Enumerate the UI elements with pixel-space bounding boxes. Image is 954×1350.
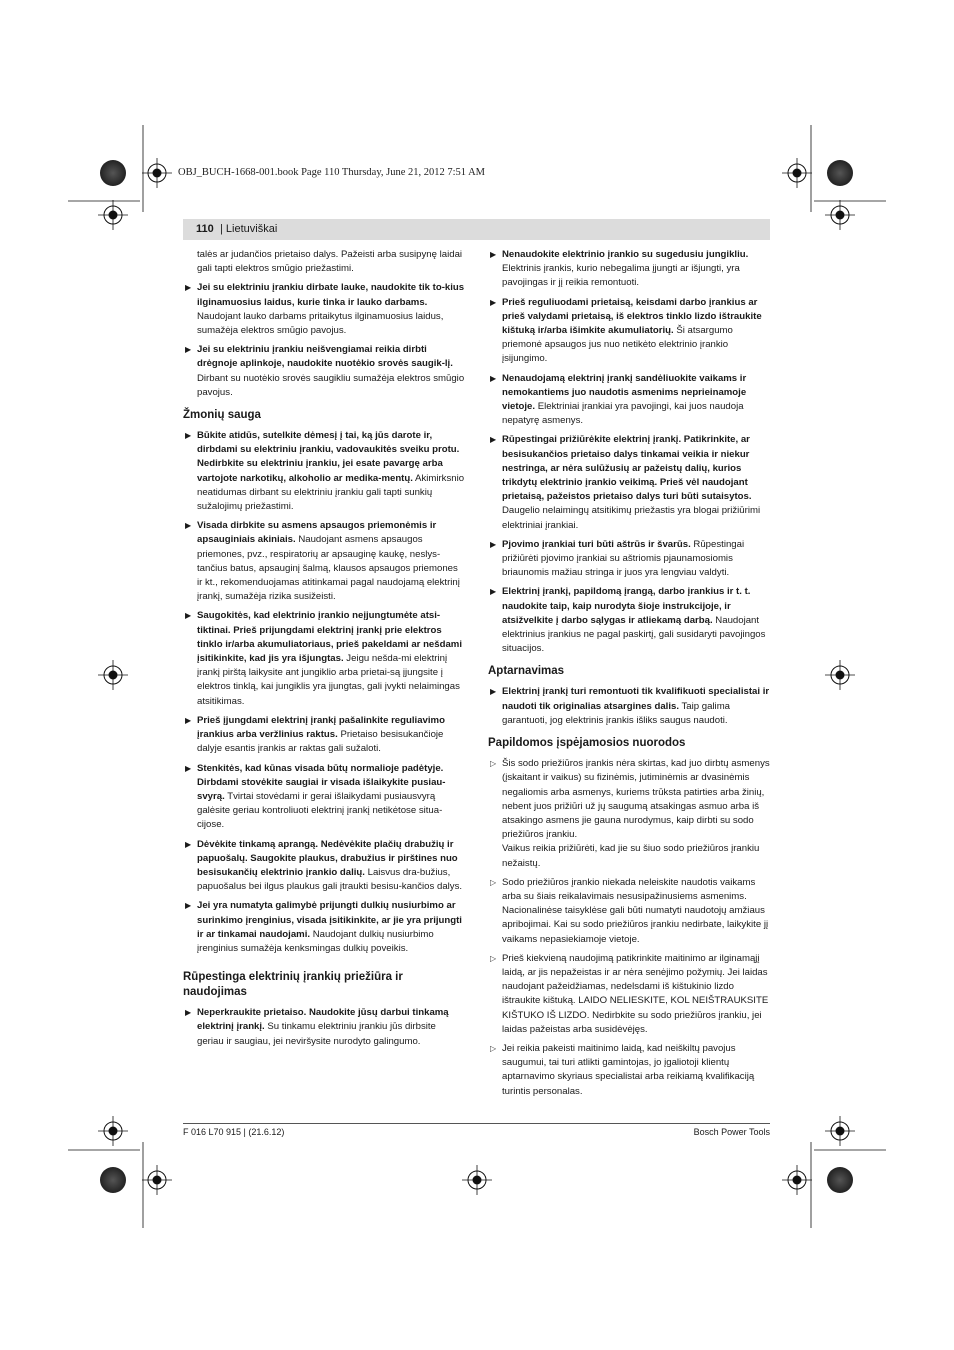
bullet-arrow-icon: ▶ [490, 587, 497, 597]
bullet-arrow-icon: ▶ [185, 839, 192, 849]
bullet-arrow-icon: ▶ [185, 1008, 192, 1018]
header-language: | Lietuviškai [220, 223, 278, 235]
bullet-arrow-icon: ▶ [185, 611, 192, 621]
bullet-arrow-icon: ▶ [185, 901, 192, 911]
bullet-arrow-outline-icon: ▷ [490, 759, 497, 769]
list-item: ▷ Sodo priežiūros įrankio niekada neleiskite naudotis vaikams arba su šiais reikalavimais nesusipažinusiems asmenims. Nacionalinėse taisyklėse gali būti numatyti naudotojų amžiaus apribojimai. Kai su sodo priežiūros įrankiu nedirbate, laikykite jį vaikams nepasiekiamoje vietoje. [490, 876, 769, 945]
list-item: ▶ Prieš įjungdami elektrinį įrankį pašalinkite reguliavimo įrankius arba veržlinius raktus. Prietaiso besisukančioje dalyje esantis įrankis ar raktas gali sužaloti. [185, 714, 445, 755]
bullet-arrow-outline-icon: ▷ [490, 877, 497, 887]
list-item: ▶ Jei su elektriniu įrankiu neišvengiamai reikia dirbti drėgnoje aplinkoje, naudokite nuotėkio srovės saugik-lį. Dirbant su nuotėkio srovės saugikliu sumažėja elektros smūgio pavojus. [185, 344, 465, 398]
bullet-arrow-icon: ▶ [185, 345, 192, 355]
section-heading: Rūpestinga elektrinių įrankių priežiūra ir naudojimas [183, 971, 403, 999]
bullet-arrow-icon: ▶ [185, 283, 192, 293]
list-item: ▶ Dėvėkite tinkamą aprangą. Nedėvėkite plačių drabužių ir papuošalų. Saugokite plaukus, drabužius ir pirštines nuo besisukančių elektrinio įrankio dalių. Laisvus dra-bužius, papuošalus bei ilgus plaukus gali įtraukti besisu-kančios dalys. [185, 838, 463, 893]
page-header-bar [183, 219, 770, 240]
list-item: ▷ Jei reikia pakeisti maitinimo laidą, kad neiškiltų pavojus saugumui, tai turi atlikti gamintojas, jo įgaliotoji klientų aptarnavimo skyriaus specialistai arba reikiamą kvalifikaciją turintis personalas. [490, 1042, 755, 1097]
list-item: ▶ Nenaudojamą elektrinį įrankį sandėliuokite vaikams ir nemokantiems juo naudotis asmenims neprieinamoje vietoje. Elektriniai įrankiai yra pavojingi, kai juos naudoja nepatyrę asmenys. [490, 372, 747, 427]
bullet-arrow-icon: ▶ [490, 539, 497, 549]
section-heading: Papildomos įspėjamosios nuorodos [488, 737, 686, 750]
bullet-arrow-icon: ▶ [490, 435, 497, 445]
footer-brand: Bosch Power Tools [693, 1127, 770, 1137]
bullet-arrow-icon: ▶ [490, 687, 497, 697]
list-item: ▷ Šis sodo priežiūros įrankis nėra skirtas, kad juo dirbtų asmenys (įskaitant ir vaikus) su fizinėmis, jutiminėmis ar dvasinėmis negaliomis arba asmenys, kuriems trūksta patirties arba žinių, nebent juos prižiūri už jų saugumą atsakingas asmuo arba iš atsakingo asmens jie gauna nurodymus, kaip dirbti su sodo priežiūros įrankiu. [490, 758, 770, 841]
list-item: ▶ Stenkitės, kad kūnas visada būtų normalioje padėtyje. Dirbdami stovėkite saugiai ir visada išlaikykite pusiau-svyrą. Tvirtai stovėdami ir gerai išlaikydami pusiausvyrą galėsite geriau kontroliuoti elektrinį įrankį netikėtose situa-cijose. [185, 762, 446, 831]
list-item: ▶ Visada dirbkite su asmens apsaugos priemonėmis ir apsauginiais akiniais. Naudojant asmens apsaugos priemones, pvz., respiratorių ar apsauginę kaukę, neslys-tančius batus, apsauginį šalmą, klausos apsaugos priemones ir kt., rekomenduojamas atitinkamai pagal naudojamą elektrinį įrankį, sumažėja rizika susižeisti. [185, 520, 460, 603]
list-item: ▶ Būkite atidūs, sutelkite dėmesį į tai, ką jūs darote ir, dirbdami su elektriniu įrankiu, vadovaukitės sveiku protu. Nedirbkite su elektriniu įrankiu, jei esate pavargę arba vartojote narkotikų, alkoholio ar medika-mentų. Akimirksnio neatidumas dirbant su elektriniu įrankiu gali tapti sunkių sužalojimų priežastimi. [185, 430, 465, 513]
list-item: ▷ Prieš kiekvieną naudojimą patikrinkite maitinimo ar ilginamąjį laidą, ar jis nepažeistas ir ar nėra senėjimo požymių. Jei laidas naudojant pažeidžiamas, nedelsdami iš kištukinio lizdo ištraukite kištuką. LAIDO NELIESKITE, KOL NEIŠTRAUKSITE KIŠTUKO IŠ LIZDO. Nedirbkite su sodo priežiūros įrankiu, jei laidas pažeistas arba susidėvėjęs. [490, 952, 769, 1035]
print-info: OBJ_BUCH-1668-001.book Page 110 Thursday, June 21, 2012 7:51 AM [178, 167, 486, 178]
list-item: ▶ Neperkraukite prietaiso. Naudokite jūsų darbui tinkamą elektrinį įrankį. Su tinkamu elektriniu įrankiu jūs dirbsite geriau ir saugiau, jei neviršysite nurodyto galingumo. [185, 1007, 449, 1047]
bullet-arrow-icon: ▶ [185, 431, 192, 441]
bullet-arrow-icon: ▶ [185, 521, 192, 531]
footer-doc-id: F 016 L70 915 | (21.6.12) [183, 1127, 285, 1137]
bullet-arrow-outline-icon: ▷ [490, 1043, 497, 1053]
bullet-arrow-icon: ▶ [490, 297, 497, 307]
section-heading: Žmonių sauga [183, 409, 261, 422]
bullet-arrow-icon: ▶ [185, 763, 192, 773]
bullet-arrow-icon: ▶ [185, 715, 192, 725]
bullet-arrow-icon: ▶ [490, 250, 497, 259]
bullet-arrow-icon: ▶ [490, 373, 497, 383]
list-item: ▶ Jei su elektriniu įrankiu dirbate lauke, naudokite tik to-kius ilginamuosius laidus, kurie tinka ir lauko darbams. Naudojant lauko darbams pritaikytus ilginamuosius laidus, sumažėja elektros smūgio pavojus. [185, 282, 465, 337]
list-item: ▶ Saugokitės, kad elektrinio įrankio neįjungtumėte atsi-tiktinai. Prieš prijungdami elektrinį įrankį prie elektros tinklo ir/arba akumuliatoriaus, prieš pakeldami ar nešdami įsitikinkite, kad jis yra išjungtas. Jeigu nešda-mi elektrinį įrankį pirštą laikysite ant jungiklio arba prietai-są įjungsite į elektros tinklą, kai jungiklis yra įjungtas, gali įvykti nelaimingas atsitikimas. [185, 610, 462, 707]
list-item: ▶ Prieš reguliuodami prietaisą, keisdami darbo įrankius ar prieš valydami prietaisą, iš elektros tinklo lizdo ištraukite kištuką ir/arba išimkite akumuliatorių. Ši atsargumo priemonė apsaugos jus nuo netikėto elektrinio įrankio įsijungimo. [490, 296, 762, 365]
list-item: ▶ Nenaudokite elektrinio įrankio su sugedusiu jungikliu. Elektrinis įrankis, kurio nebegalima įjungti ar išjungti, yra pavojingas ir jį reikia remontuoti. [490, 249, 749, 289]
list-item: ▶ Elektrinį įrankį turi remontuoti tik kvalifikuoti specialistai ir naudoti tik originalias atsargines dalis. Taip galima garantuoti, jog elektrinis įrankis išliks saugus naudoti. [490, 686, 770, 726]
right-column [488, 248, 770, 1104]
list-item: ▶ Elektrinį įrankį, papildomą įrangą, darbo įrankius ir t. t. naudokite taip, kaip nurodyta šioje instrukcijoje, ir atsižvelkite į darbo sąlygas ir atliekamą darbą. Naudojant elektrinius įrankius ne pagal paskirtį, gali susidaryti pavojingos situacijos. [490, 586, 766, 655]
section-heading: Aptarnavimas [488, 665, 565, 678]
list-item: ▶ Rūpestingai prižiūrėkite elektrinį įrankį. Patikrinkite, ar besisukančios prietaiso dalys tinkamai veikia ir niekur nestringa, ar nėra sulūžusių ar pažeistų dalių, kurios trikdytų elektrinio įrankio veikimą. Prieš vėl naudojant prietaisą, pažeistos prietaiso dalys turi būti sutaisytos. Daugelio nelaimingų atsitikimų priežastis yra blogai prižiūrimi elektriniai įrankiai. [490, 434, 761, 531]
page-number: 110 [196, 223, 214, 235]
list-item: ▶ Pjovimo įrankiai turi būti aštrūs ir švarūs. Rūpestingai prižiūrėti pjovimo įrankiai su aštriomis pjaunamosiomis briaunomis mažiau stringa ir juos yra lengviau valdyti. [490, 538, 745, 579]
left-column [183, 248, 465, 1054]
bullet-arrow-outline-icon: ▷ [490, 953, 497, 963]
note-paragraph: Vaikus reikia prižiūrėti, kad jie su šiuo sodo priežiūros įrankiu nežaistų. [502, 843, 760, 869]
list-item: ▶ Jei yra numatyta galimybė prijungti dulkių nusiurbimo ar surinkimo įrenginius, visada įsitikinkite, ar jie yra prijungti ir ar tinkamai naudojami. Naudojant dulkių nusiurbimo įrenginius sumažėja kenksmingas dulkių poveikis. [185, 900, 462, 954]
continued-paragraph: talės ar judančios prietaiso dalys. Pažeisti arba susipynę laidai gali tapti elektros smūgio priežastimi. [197, 249, 463, 275]
footer-divider [183, 1123, 770, 1124]
